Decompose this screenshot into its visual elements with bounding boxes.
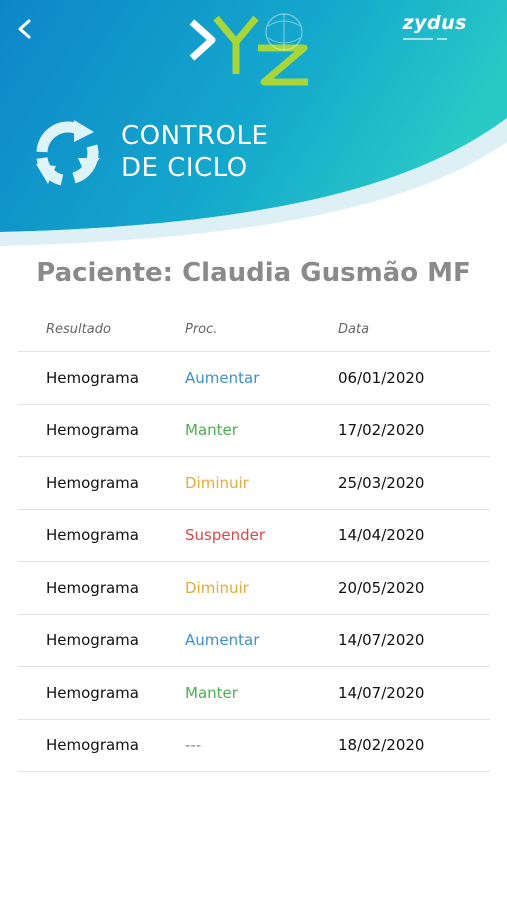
table-row[interactable] (18, 667, 490, 720)
brand-tagline-mark (403, 36, 463, 42)
cell-proc: Suspender (185, 526, 266, 545)
cell-data: 20/05/2020 (338, 578, 425, 597)
cell-resultado: Hemograma (46, 683, 139, 702)
page-title (121, 120, 268, 184)
header-banner (0, 0, 507, 250)
header-data: Data (338, 322, 370, 337)
cell-proc: --- (185, 736, 202, 755)
cell-data: 06/01/2020 (338, 368, 425, 387)
table-row[interactable] (18, 615, 490, 668)
table-row[interactable] (18, 457, 490, 510)
header-resultado: Resultado (46, 322, 111, 337)
recycle-arrows-icon (28, 114, 108, 194)
cell-data: 14/07/2020 (338, 631, 425, 650)
cell-data: 14/07/2020 (338, 683, 425, 702)
table-header (18, 308, 490, 352)
cell-proc: Diminuir (185, 473, 249, 492)
cell-data: 18/02/2020 (338, 736, 425, 755)
xyz-logo (188, 12, 314, 88)
cell-proc: Manter (185, 421, 238, 440)
back-button[interactable] (8, 12, 42, 46)
title-line-1: CONTROLE (121, 121, 269, 151)
cell-data: 25/03/2020 (338, 473, 425, 492)
brand-logo (403, 12, 467, 42)
table-row[interactable] (18, 405, 490, 458)
results-table (18, 308, 490, 772)
table-row[interactable] (18, 562, 490, 615)
cell-resultado: Hemograma (46, 473, 139, 492)
cell-data: 14/04/2020 (338, 526, 425, 545)
table-row[interactable] (18, 510, 490, 563)
cell-resultado: Hemograma (46, 631, 139, 650)
chevron-left-icon (14, 18, 36, 40)
header-proc: Proc. (185, 322, 218, 337)
cell-resultado: Hemograma (46, 526, 139, 545)
cell-resultado: Hemograma (46, 578, 139, 597)
cell-data: 17/02/2020 (338, 421, 425, 440)
title-line-2: DE CICLO (121, 153, 248, 183)
brand-name: zydus (402, 12, 467, 34)
cell-proc: Aumentar (185, 631, 260, 650)
cell-resultado: Hemograma (46, 736, 139, 755)
cell-resultado: Hemograma (46, 421, 139, 440)
cell-proc: Diminuir (185, 578, 249, 597)
cell-resultado: Hemograma (46, 368, 139, 387)
table-row[interactable] (18, 720, 490, 773)
cell-proc: Aumentar (185, 368, 260, 387)
table-row[interactable] (18, 352, 490, 405)
patient-name: Paciente: Claudia Gusmão MF (36, 258, 471, 288)
cell-proc: Manter (185, 683, 238, 702)
